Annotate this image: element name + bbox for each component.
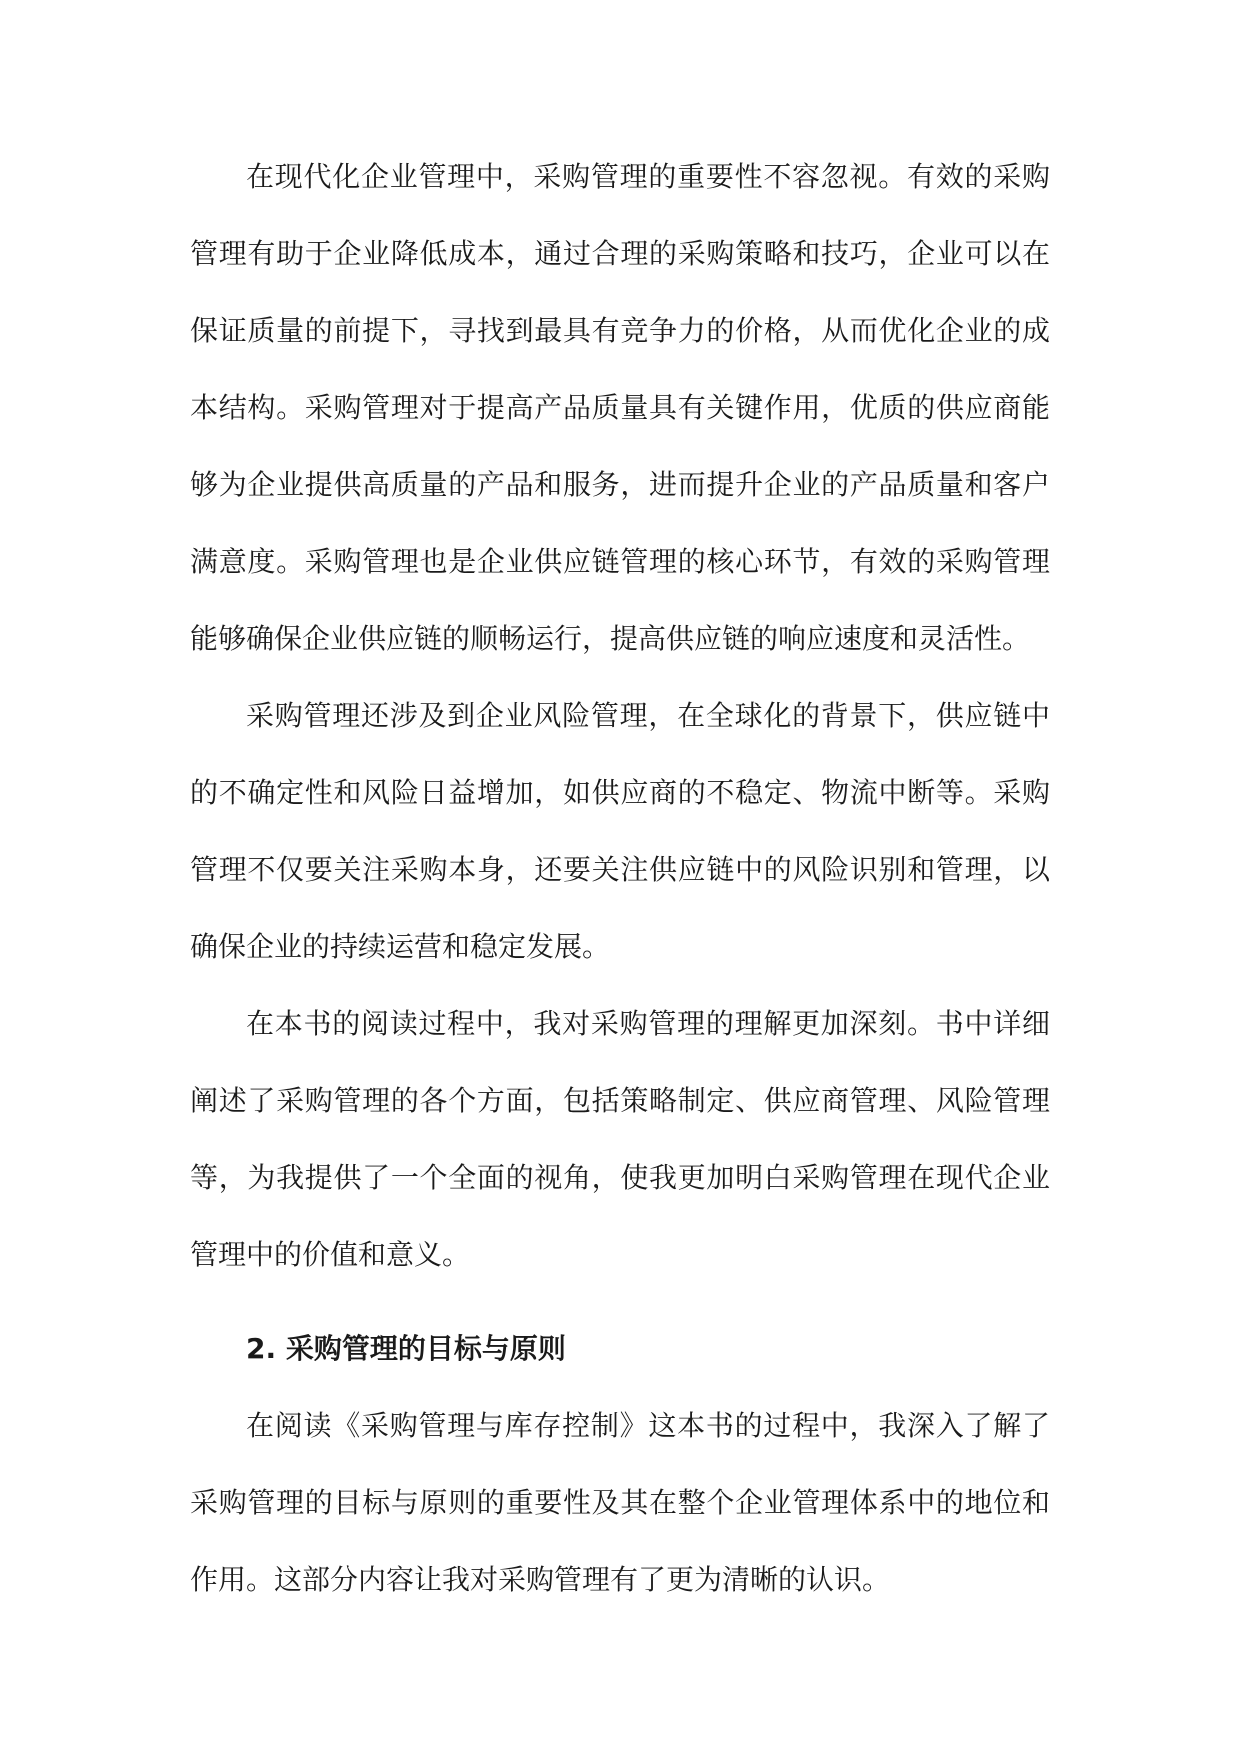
- body-paragraph: 在现代化企业管理中，采购管理的重要性不容忽视。有效的采购管理有助于企业降低成本，通过合理的采购策略和技巧，企业可以在保证质量的前提下，寻找到最具有竞争力的价格，从而优化企业的成本结构。采购管理对于提高产品质量具有关键作用，优质的供应商能够为企业提供高质量的产品和服务，进而提升企业的产品质量和客户满意度。采购管理也是企业供应链管理的核心环节，有效的采购管理能够确保企业供应链的顺畅运行，提高供应链的响应速度和灵活性。: [190, 160, 1050, 655]
- body-paragraph: 在阅读《采购管理与库存控制》这本书的过程中，我深入了解了采购管理的目标与原则的重要性及其在整个企业管理体系中的地位和作用。这部分内容让我对采购管理有了更为清晰的认识。: [190, 1409, 1050, 1596]
- body-paragraph: 在本书的阅读过程中，我对采购管理的理解更加深刻。书中详细阐述了采购管理的各个方面，包括策略制定、供应商管理、风险管理等，为我提供了一个全面的视角，使我更加明白采购管理在现代企业管理中的价值和意义。: [190, 1007, 1050, 1271]
- body-paragraph: 采购管理还涉及到企业风险管理，在全球化的背景下，供应链中的不确定性和风险日益增加，如供应商的不稳定、物流中断等。采购管理不仅要关注采购本身，还要关注供应链中的风险识别和管理，以确保企业的持续运营和稳定发展。: [190, 699, 1050, 963]
- document-body: [190, 138, 1050, 1618]
- section-heading: 2. 采购管理的目标与原则: [246, 1332, 566, 1365]
